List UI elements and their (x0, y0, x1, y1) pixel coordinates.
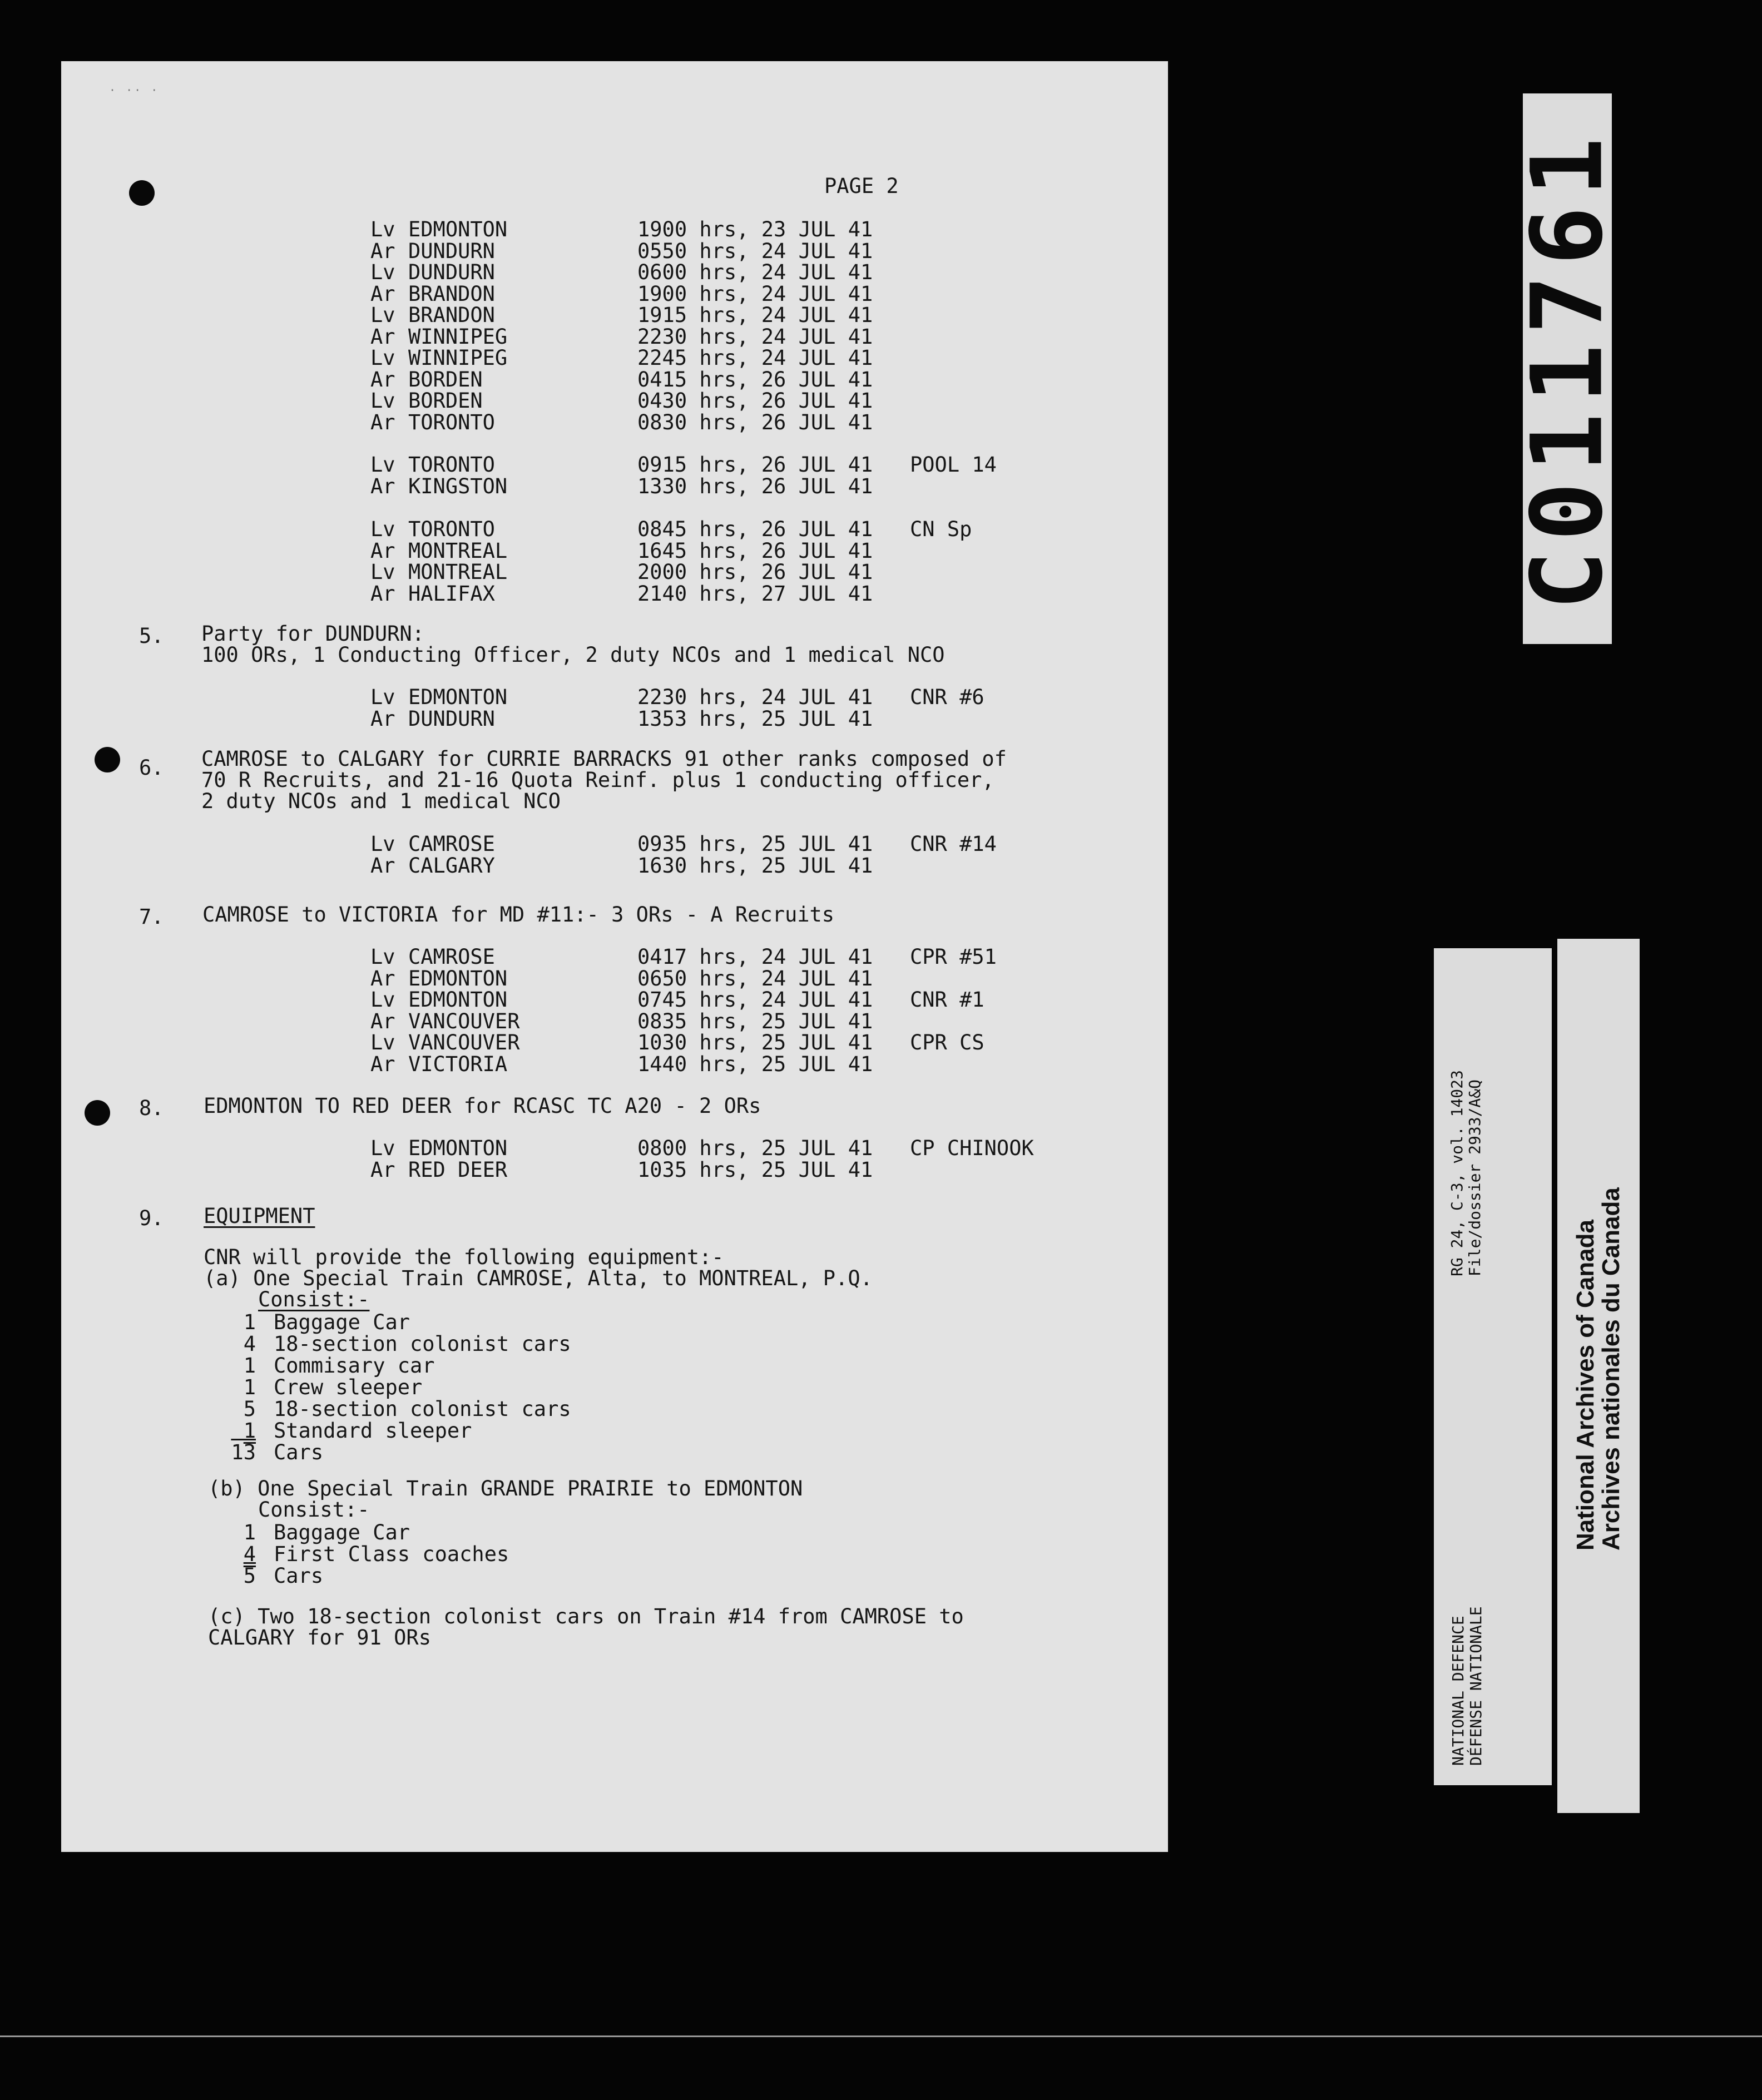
schedule-action: Lv (370, 1136, 395, 1160)
schedule-action: Ar (370, 410, 395, 434)
equipment-item-c-line: (c) Two 18-section colonist cars on Train #14 from CAMROSE to (208, 1604, 964, 1628)
schedule-place: EDMONTON (408, 685, 508, 709)
section-number: 6. (139, 756, 164, 780)
schedule-time: 2000 hrs, 26 JUL 41 (637, 560, 873, 584)
schedule-time: 2230 hrs, 24 JUL 41 (637, 324, 873, 349)
consist-qty: 5 (243, 1397, 256, 1421)
schedule-action: Lv (370, 832, 395, 856)
archives-name (1573, 1187, 1624, 1551)
equipment-item-a: (a) One Special Train CAMROSE, Alta, to MONTREAL, P.Q. (204, 1266, 873, 1290)
schedule-action: Lv (370, 303, 395, 327)
schedule-action: Ar (370, 239, 395, 263)
frame-number: C011761 (1510, 127, 1625, 610)
schedule-action: Ar (370, 966, 395, 990)
schedule-train: CNR #14 (910, 832, 997, 856)
reference-label (1434, 948, 1552, 1785)
consist-desc: Baggage Car (274, 1520, 410, 1544)
department-label (1449, 1606, 1485, 1766)
schedule-train: CPR CS (910, 1031, 984, 1054)
archives-name-en: National Archives of Canada (1572, 1220, 1599, 1551)
schedule-time: 0417 hrs, 24 JUL 41 (637, 945, 873, 969)
schedule-action: Ar (370, 853, 395, 878)
punch-hole (85, 1100, 110, 1126)
consist-desc: Baggage Car (274, 1310, 410, 1334)
schedule-place: EDMONTON (408, 966, 508, 990)
schedule-time: 0845 hrs, 26 JUL 41 (637, 517, 873, 541)
schedule-train: CP CHINOOK (910, 1136, 1034, 1160)
record-group-line: RG 24, C-3, vol. 14023 (1448, 1070, 1466, 1276)
schedule-place: BORDEN (408, 389, 483, 413)
schedule-time: 0430 hrs, 26 JUL 41 (637, 389, 873, 413)
schedule-place: VANCOUVER (408, 1009, 520, 1033)
consist-desc: Standard sleeper (274, 1419, 472, 1443)
schedule-place: EDMONTON (408, 217, 508, 241)
section-text-line: EDMONTON TO RED DEER for RCASC TC A20 - 2 ORs (204, 1094, 761, 1118)
document-page (61, 61, 1168, 1852)
schedule-place: RED DEER (408, 1157, 508, 1182)
schedule-time: 1030 hrs, 25 JUL 41 (637, 1031, 873, 1054)
schedule-action: Lv (370, 517, 395, 541)
schedule-action: Lv (370, 945, 395, 969)
schedule-place: MONTREAL (408, 560, 508, 584)
archives-label (1557, 939, 1640, 1813)
consist-total-desc: Cars (274, 1440, 324, 1464)
schedule-time: 0830 hrs, 26 JUL 41 (637, 410, 873, 434)
schedule-action: Ar (370, 706, 395, 731)
schedule-time: 0915 hrs, 26 JUL 41 (637, 453, 873, 477)
consist-label: Consist:- (258, 1287, 370, 1311)
schedule-train: CNR #6 (910, 685, 984, 709)
consist-total-qty: 5 (243, 1564, 256, 1588)
schedule-place: DUNDURN (408, 239, 495, 263)
schedule-place: BORDEN (408, 367, 483, 392)
schedule-place: DUNDURN (408, 260, 495, 284)
section-number: 5. (139, 624, 164, 648)
section-text-line: CAMROSE to VICTORIA for MD #11:- 3 ORs - A Recruits (202, 903, 835, 927)
schedule-time: 1330 hrs, 26 JUL 41 (637, 474, 873, 498)
schedule-action: Lv (370, 260, 395, 284)
consist-label: Consist:- (258, 1498, 370, 1522)
schedule-place: KINGSTON (408, 474, 508, 498)
schedule-action: Ar (370, 581, 395, 606)
schedule-train: POOL 14 (910, 453, 997, 477)
schedule-place: TORONTO (408, 410, 495, 434)
schedule-action: Ar (370, 1009, 395, 1033)
equipment-item-c-line: CALGARY for 91 ORs (208, 1626, 431, 1650)
consist-desc: Crew sleeper (274, 1375, 423, 1399)
equipment-intro: CNR will provide the following equipment:- (204, 1245, 724, 1269)
schedule-action: Lv (370, 389, 395, 413)
section-number: 7. (139, 905, 164, 929)
schedule-action: Lv (370, 217, 395, 241)
schedule-place: WINNIPEG (408, 324, 508, 349)
schedule-action: Lv (370, 1031, 395, 1054)
section-text-line: 70 R Recruits, and 21-16 Quota Reinf. plus 1 conducting officer, (201, 768, 994, 792)
schedule-time: 0550 hrs, 24 JUL 41 (637, 239, 873, 263)
schedule-time: 1035 hrs, 25 JUL 41 (637, 1157, 873, 1182)
equipment-heading: EQUIPMENT (204, 1204, 315, 1228)
punch-hole (129, 180, 155, 206)
punch-hole (95, 747, 120, 772)
schedule-time: 0650 hrs, 24 JUL 41 (637, 966, 873, 990)
schedule-action: Ar (370, 474, 395, 498)
schedule-time: 2230 hrs, 24 JUL 41 (637, 685, 873, 709)
schedule-action: Ar (370, 324, 395, 349)
consist-qty: 1 (243, 1419, 256, 1443)
frame-number-strip (1510, 93, 1625, 644)
schedule-action: Ar (370, 367, 395, 392)
section-text-line: 2 duty NCOs and 1 medical NCO (201, 789, 561, 813)
schedule-place: HALIFAX (408, 581, 495, 606)
schedule-time: 0415 hrs, 26 JUL 41 (637, 367, 873, 392)
archives-name-fr: Archives nationales du Canada (1597, 1187, 1625, 1551)
schedule-place: VICTORIA (408, 1052, 508, 1076)
consist-total-qty: 13 (231, 1440, 256, 1464)
section-number: 8. (139, 1096, 164, 1120)
schedule-time: 1440 hrs, 25 JUL 41 (637, 1052, 873, 1076)
schedule-time: 1645 hrs, 26 JUL 41 (637, 538, 873, 563)
schedule-action: Lv (370, 560, 395, 584)
schedule-place: TORONTO (408, 517, 495, 541)
schedule-place: DUNDURN (408, 706, 495, 731)
schedule-action: Ar (370, 281, 395, 306)
consist-qty: 4 (243, 1332, 256, 1356)
schedule-action: Lv (370, 346, 395, 370)
section-number: 9. (139, 1206, 164, 1230)
schedule-place: CAMROSE (408, 945, 495, 969)
schedule-place: EDMONTON (408, 1136, 508, 1160)
equipment-item-b: (b) One Special Train GRANDE PRAIRIE to EDMONTON (208, 1477, 803, 1500)
page-number: PAGE 2 (824, 174, 899, 198)
schedule-action: Lv (370, 453, 395, 477)
schedule-time: 1630 hrs, 25 JUL 41 (637, 853, 873, 878)
schedule-action: Ar (370, 1157, 395, 1182)
schedule-time: 0835 hrs, 25 JUL 41 (637, 1009, 873, 1033)
consist-qty: 1 (243, 1375, 256, 1399)
consist-qty: 4 (243, 1542, 256, 1566)
schedule-place: CAMROSE (408, 832, 495, 856)
schedule-time: 1915 hrs, 24 JUL 41 (637, 303, 873, 327)
schedule-action: Lv (370, 685, 395, 709)
consist-qty: 1 (243, 1520, 256, 1544)
schedule-time: 1900 hrs, 23 JUL 41 (637, 217, 873, 241)
schedule-place: WINNIPEG (408, 346, 508, 370)
section-text-line: 100 ORs, 1 Conducting Officer, 2 duty NCOs and 1 medical NCO (201, 643, 945, 667)
schedule-place: BRANDON (408, 281, 495, 306)
section-text-line: Party for DUNDURN: (201, 622, 424, 646)
schedule-train: CN Sp (910, 517, 972, 541)
schedule-place: EDMONTON (408, 988, 508, 1012)
consist-desc: 18-section colonist cars (274, 1397, 571, 1421)
file-reference (1448, 1070, 1484, 1276)
schedule-place: TORONTO (408, 453, 495, 477)
schedule-time: 0935 hrs, 25 JUL 41 (637, 832, 873, 856)
department-name-en: NATIONAL DEFENCE (1449, 1616, 1467, 1766)
schedule-time: 2140 hrs, 27 JUL 41 (637, 581, 873, 606)
consist-qty: 1 (243, 1354, 256, 1378)
schedule-train: CNR #1 (910, 988, 984, 1012)
schedule-place: BRANDON (408, 303, 495, 327)
schedule-time: 0800 hrs, 25 JUL 41 (637, 1136, 873, 1160)
schedule-action: Ar (370, 1052, 395, 1076)
department-name-fr: DÉFENSE NATIONALE (1467, 1606, 1485, 1766)
schedule-time: 0745 hrs, 24 JUL 41 (637, 988, 873, 1012)
schedule-time: 1900 hrs, 24 JUL 41 (637, 281, 873, 306)
consist-desc: 18-section colonist cars (274, 1332, 571, 1356)
page-smudge: · ·· · (109, 83, 160, 97)
section-text-line: CAMROSE to CALGARY for CURRIE BARRACKS 91 other ranks composed of (201, 747, 1007, 771)
schedule-place: MONTREAL (408, 538, 508, 563)
consist-total-desc: Cars (274, 1564, 324, 1588)
consist-desc: First Class coaches (274, 1542, 509, 1566)
schedule-time: 2245 hrs, 24 JUL 41 (637, 346, 873, 370)
schedule-time: 1353 hrs, 25 JUL 41 (637, 706, 873, 731)
consist-desc: Commisary car (274, 1354, 435, 1378)
schedule-action: Ar (370, 538, 395, 563)
schedule-time: 0600 hrs, 24 JUL 41 (637, 260, 873, 284)
file-dossier-line: File/dossier 2933/A&Q (1466, 1079, 1484, 1276)
schedule-train: CPR #51 (910, 945, 997, 969)
schedule-place: CALGARY (408, 853, 495, 878)
schedule-place: VANCOUVER (408, 1031, 520, 1054)
consist-qty: 1 (243, 1310, 256, 1334)
schedule-action: Lv (370, 988, 395, 1012)
